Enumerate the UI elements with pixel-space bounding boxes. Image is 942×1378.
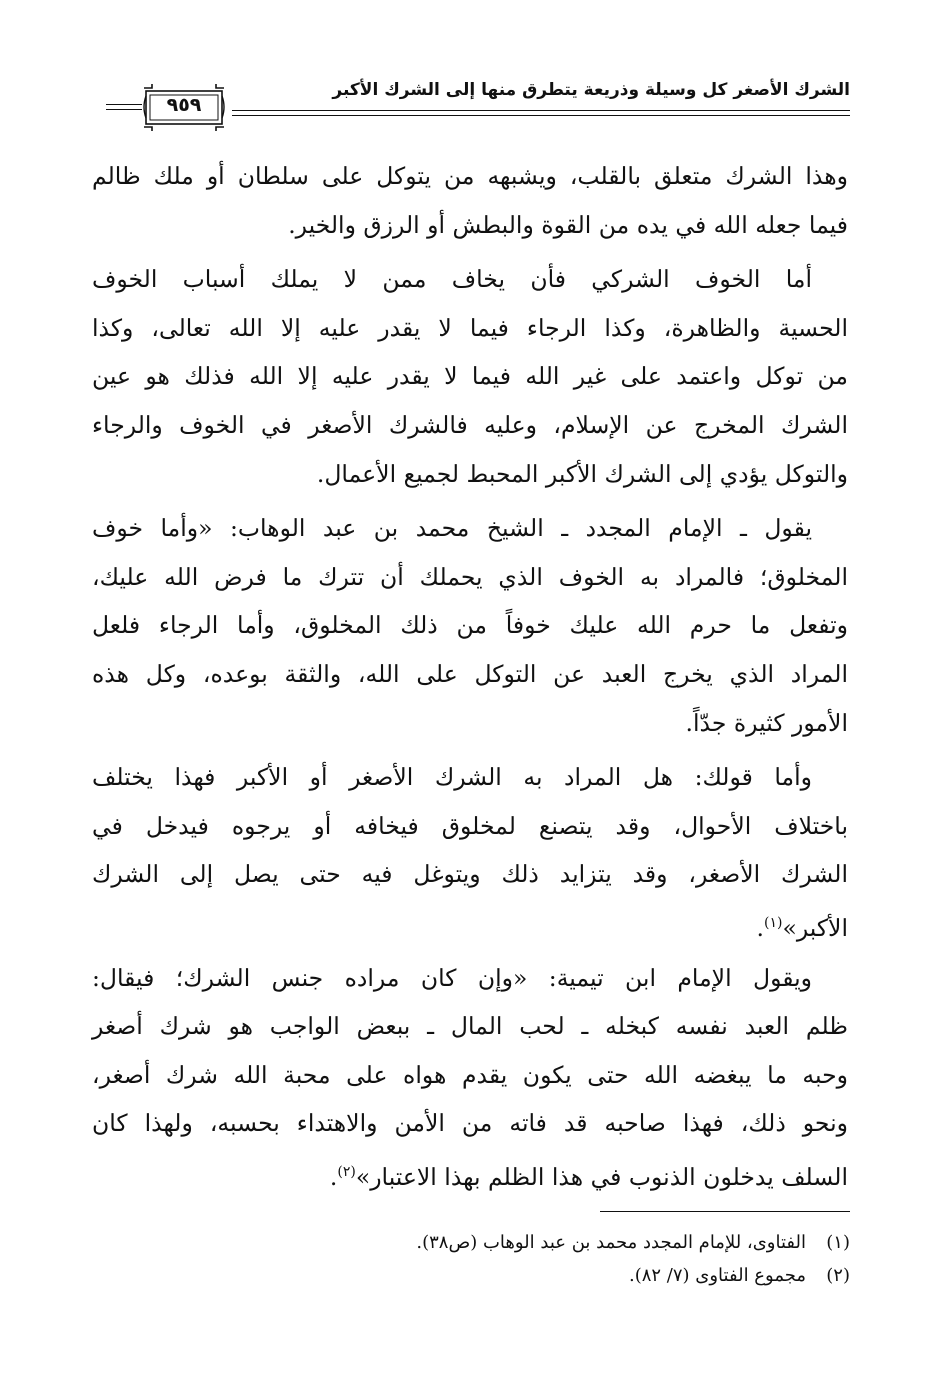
text-line: ظلم العبد نفسه كبخله ـ لحب المال ـ ببعض الواجب هو شرك أصغر (92, 1012, 848, 1041)
footnote-number: (٢) (826, 1265, 850, 1286)
paragraph (92, 753, 848, 947)
text-line (92, 899, 848, 948)
footnote (250, 1259, 850, 1292)
footnote-separator (600, 1211, 850, 1212)
text-line: ويقول الإمام ابن تيمية: «وإن كان مراده جنس الشرك؛ فيقال: (92, 963, 812, 992)
footnote-reference[interactable]: (٢) (337, 1163, 356, 1180)
footnote-text: مجموع الفتاوى (٧/ ٨٢). (628, 1265, 806, 1286)
sentence-end: . (756, 913, 764, 942)
text-line (92, 1148, 848, 1197)
footnotes (250, 1226, 850, 1292)
page-number-rule (106, 109, 142, 110)
text-line: والتوكل يؤدي إلى الشرك الأكبر المحبط لجميع الأعمال. (316, 459, 848, 488)
text-line: الشرك المخرج عن الإسلام، وعليه فالشرك الأصغر في الخوف والرجاء (92, 410, 848, 439)
footnote-number: (١) (826, 1232, 850, 1253)
page-number: ٩٥٩ (166, 94, 202, 116)
text-line: فيما جعله الله في يده من القوة والبطش أو الرزق والخير. (288, 210, 848, 239)
text-line: ونحو ذلك، فهذا صاحبه قد فاته من الأمن والاهتداء بحسبه، ولهذا كان (92, 1109, 848, 1138)
text-line: الشرك الأصغر، وقد يتزايد ذلك ويتوغل فيه حتى يصل إلى الشرك (92, 860, 848, 889)
header-rule (232, 115, 850, 116)
text-line: المراد الذي يخرج العبد عن التوكل على الله، والثقة بوعده، وكل هذه (92, 659, 848, 688)
header-rule (232, 110, 850, 111)
paragraph (92, 152, 848, 249)
paragraph (92, 504, 848, 747)
text-line: وتفعل ما حرم الله عليك خوفاً من ذلك المخلوق، وأما الرجاء فلعل (92, 611, 848, 640)
text-line: المخلوق؛ فالمراد به الخوف الذي يحملك أن تترك ما فرض الله عليك، (92, 562, 848, 591)
text-line: من توكل واعتمد على غير الله فيما لا يقدر عليه إلا الله فذلك هو عين (92, 362, 848, 391)
footnote-reference[interactable]: (١) (763, 914, 783, 931)
text-line: الحسية والظاهرة، وكذا الرجاء فيما لا يقدر عليه إلا الله تعالى، وكذا (92, 313, 848, 342)
text-fragment: السلف يدخلون الذنوب في هذا الظلم بهذا الاعتبار» (355, 1162, 848, 1191)
text-fragment: الأكبر» (782, 913, 848, 942)
text-line: باختلاف الأحوال، وقد يتصنع لمخلوق فيخافه أو يرجوه فيدخل في (92, 811, 848, 840)
paragraph (92, 954, 848, 1197)
running-title: الشرك الأصغر كل وسيلة وذريعة يتطرق منها إلى الشرك الأكبر (332, 80, 850, 100)
text-line: أما الخوف الشركي فأن يخاف ممن لا يملك أسباب الخوف (92, 265, 812, 294)
text-line: وأما قولك: هل المراد به الشرك الأصغر أو الأكبر فهذا يختلف (92, 763, 812, 792)
footnote (250, 1226, 850, 1259)
main-text (92, 152, 848, 1202)
text-line: يقول ـ الإمام المجدد ـ الشيخ محمد بن عبد الوهاب: «وأما خوف (92, 514, 812, 543)
page-number-frame (142, 82, 226, 132)
page-number-rule (106, 104, 142, 105)
sentence-end: . (329, 1162, 338, 1191)
paragraph (92, 255, 848, 498)
text-line: وهذا الشرك متعلق بالقلب، ويشبهه من يتوكل على سلطان أو ملك ظالم (92, 162, 848, 190)
footnote-text: الفتاوى، للإمام المجدد محمد بن عبد الوهاب (ص٣٨). (416, 1232, 806, 1253)
text-line: الأمور كثيرة جدّاً. (685, 708, 848, 737)
text-line: وحبه ما يبغضه الله حتى يكون يقدم هواه على محبة الله شرك أصغر، (92, 1060, 848, 1089)
